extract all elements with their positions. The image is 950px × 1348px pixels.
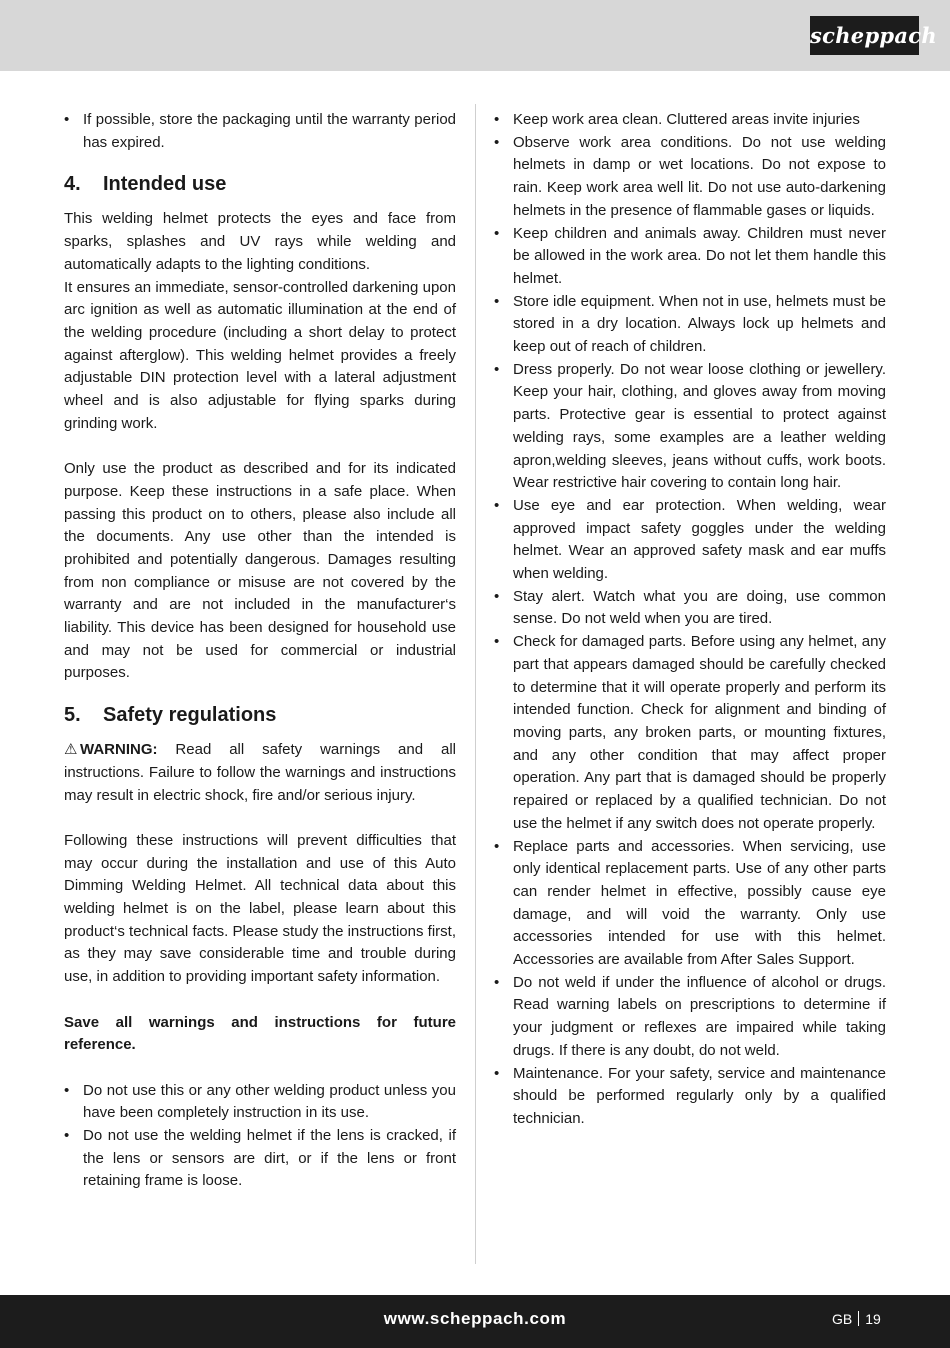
list-item: • Do not weld if under the influence of alcohol or drugs. Read warning labels on prescriptions to determine if your judgment or reflexes are impaired while taking drugs. If there is any doubt, do not weld.	[494, 972, 886, 1063]
list-item: • Use eye and ear protection. When welding, wear approved impact safety goggles under the welding helmet. Wear an approved safety mask and ear muffs when welding.	[494, 495, 886, 586]
page-indicator	[832, 1311, 881, 1327]
section-title: Intended use	[103, 173, 227, 196]
warning-label: WARNING:	[80, 741, 158, 759]
list-item: • Replace parts and accessories. When servicing, use only identical replacement parts. Use of any other parts can render helmet in effective, possibly cause eye damage, and will void the warranty. Only use accessories intended for use with this helmet. Accessories are available from After Sales Support.	[494, 836, 886, 972]
page-footer	[0, 1295, 950, 1348]
list-item: • Do not use the welding helmet if the lens is cracked, if the lens or sensors are dirt, or if the lens or front retaining frame is loose.	[64, 1125, 456, 1193]
list-item: • If possible, store the packaging until the warranty period has expired.	[64, 109, 456, 154]
column-divider	[475, 104, 476, 1264]
safety-rules-list	[494, 109, 886, 1131]
language-code: GB	[832, 1311, 853, 1327]
page-header	[0, 0, 950, 71]
section-number: 5.	[64, 704, 81, 727]
right-column	[494, 109, 886, 1131]
section-number: 4.	[64, 173, 81, 196]
warning-paragraph	[64, 739, 456, 807]
list-item: • Keep children and animals away. Children must never be allowed in the work area. Do not let them handle this helmet.	[494, 223, 886, 291]
warning-text: Read all safety warnings and all instructions. Failure to follow the warnings and instructions may result in electric shock, fire and/or serious injury.	[64, 741, 456, 804]
list-item: • Store idle equipment. When not in use, helmets must be stored in a dry location. Always lock up helmets and keep out of reach of children.	[494, 291, 886, 359]
section-heading-intended-use	[64, 154, 456, 208]
page-number: 19	[865, 1311, 881, 1327]
brand-logo: scheppach	[810, 16, 919, 55]
left-column	[64, 109, 456, 1193]
section-title: Safety regulations	[103, 704, 277, 727]
list-item: • Check for damaged parts. Before using any helmet, any part that appears damaged should be carefully checked to determine that it will operate properly and perform its intended function. Check for alignment and binding of moving parts, any broken parts, or mounting fixtures, and any other condition that may affect proper operation. Any part that is damaged should be properly repaired or replaced by a qualified technician. Do not use the helmet if any switch does not operate properly.	[494, 631, 886, 835]
list-item: • Do not use this or any other welding product unless you have been completely instruction in its use.	[64, 1080, 456, 1125]
list-item: • Dress properly. Do not wear loose clothing or jewellery. Keep your hair, clothing, and gloves away from moving parts. Protective gear is essential to protect against welding rays, some examples are a leather welding apron,welding sleeves, jeans without cuffs, work boots. Wear restrictive hair covering to contain long hair.	[494, 359, 886, 495]
separator	[858, 1311, 859, 1326]
list-item: • Stay alert. Watch what you are doing, use common sense. Do not weld when you are tired.	[494, 586, 886, 631]
list-item: • Maintenance. For your safety, service and maintenance should be performed regularly only by a qualified technician.	[494, 1063, 886, 1131]
warning-triangle-icon: ⚠	[64, 741, 78, 759]
list-item: • Keep work area clean. Cluttered areas invite injuries	[494, 109, 886, 132]
paragraph: It ensures an immediate, sensor-controlled darkening upon arc ignition as well as automatic illumination at the end of the welding procedure (including a short delay to protect against afterglow). This welding helmet provides a freely adjustable DIN protection level with a lateral adjustment wheel and is also adjustable for flying sparks during grinding work.	[64, 278, 456, 432]
safety-bullet-list	[64, 1080, 456, 1194]
paragraph: Only use the product as described and for its indicated purpose. Keep these instructions in a safe place. When passing this product on to others, please also include all the documents. Any use other than the intended is prohibited and potentially dangerous. Damages resulting from non compliance or misuse are not covered by the warranty and are not included in the manufacturer‘s liability. This device has been designed for household use and may not be used for commercial or industrial purposes.	[64, 460, 456, 682]
intro-bullet-list	[64, 109, 456, 154]
save-instructions-note: Save all warnings and instructions for future reference.	[64, 1013, 456, 1054]
paragraph: This welding helmet protects the eyes and face from sparks, splashes and UV rays while welding and automatically adapts to the lighting conditions.	[64, 210, 456, 273]
list-item: • Observe work area conditions. Do not use welding helmets in damp or wet locations. Do not expose to rain. Keep work area well lit. Do not use auto-darkening helmets in the presence of flammable gases or liquids.	[494, 132, 886, 223]
website-link[interactable]: www.scheppach.com	[383, 1309, 567, 1328]
section-heading-safety-regulations	[64, 685, 456, 739]
paragraph: Following these instructions will prevent difficulties that may occur during the installation and use of this Auto Dimming Welding Helmet. All technical data about this welding helmet is on the label, please learn about this product‘s technical facts. Please study the instructions first, as they may save considerable time and trouble during use, in addition to providing important safety information.	[64, 831, 456, 986]
